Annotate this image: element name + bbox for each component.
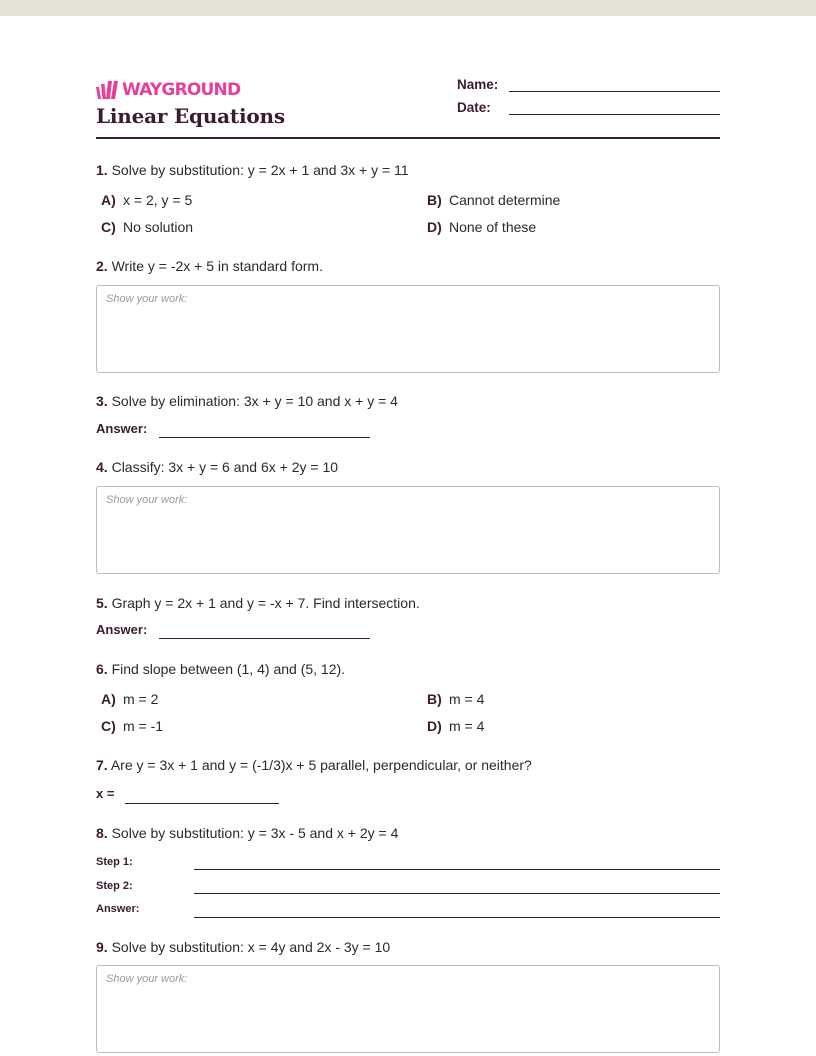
work-box[interactable] — [96, 965, 720, 1053]
option-c[interactable] — [101, 718, 163, 734]
question-number: 2. — [96, 258, 108, 274]
question-text: Solve by substitution: y = 2x + 1 and 3x + y = 11 — [111, 162, 409, 178]
question-text: Find slope between (1, 4) and (5, 12). — [111, 661, 346, 677]
brand-logo — [96, 80, 240, 100]
question-text: Solve by elimination: 3x + y = 10 and x + y = 4 — [111, 393, 398, 409]
option-letter: B) — [427, 691, 442, 707]
step-2-field[interactable] — [194, 893, 720, 894]
question-number: 9. — [96, 939, 108, 955]
option-text: Cannot determine — [449, 192, 561, 208]
question-text: Solve by substitution: y = 3x - 5 and x + 2y = 4 — [111, 825, 399, 841]
worksheet-page — [0, 16, 816, 1056]
question-text: Are y = 3x + 1 and y = (-1/3)x + 5 parallel, perpendicular, or neither? — [110, 757, 532, 773]
option-text: No solution — [123, 219, 194, 235]
answer-label: Answer: — [96, 421, 148, 436]
question-number: 7. — [96, 757, 108, 773]
name-label: Name: — [457, 77, 499, 92]
option-c[interactable] — [101, 219, 193, 235]
answer-label: Answer: — [96, 622, 148, 637]
option-text: m = 4 — [449, 718, 485, 734]
option-b[interactable] — [427, 192, 560, 208]
step-1-field[interactable] — [194, 869, 720, 870]
question-number: 5. — [96, 595, 108, 611]
name-field[interactable] — [509, 91, 720, 92]
brand-name: WAYGROUND — [122, 80, 241, 100]
question-number: 3. — [96, 393, 108, 409]
question-4 — [96, 459, 338, 475]
question-text: Classify: 3x + y = 6 and 6x + 2y = 10 — [111, 459, 339, 475]
work-placeholder: Show your work: — [106, 494, 188, 506]
question-text: Write y = -2x + 5 in standard form. — [111, 258, 323, 274]
question-2 — [96, 258, 323, 274]
option-letter: C) — [101, 219, 116, 235]
answer-field[interactable] — [125, 803, 279, 804]
option-text: m = -1 — [123, 718, 164, 734]
step-answer-label: Answer: — [96, 903, 140, 915]
work-placeholder: Show your work: — [106, 973, 188, 985]
question-1 — [96, 162, 409, 178]
question-number: 1. — [96, 162, 108, 178]
option-letter: A) — [101, 192, 116, 208]
option-d[interactable] — [427, 718, 484, 734]
question-text: Solve by substitution: x = 4y and 2x - 3y = 10 — [111, 939, 391, 955]
page-title: Linear Equations — [96, 104, 285, 128]
question-5 — [96, 595, 420, 611]
question-8 — [96, 825, 398, 841]
answer-label: x = — [96, 786, 115, 801]
question-6 — [96, 661, 345, 677]
option-letter: A) — [101, 691, 116, 707]
question-text: Graph y = 2x + 1 and y = -x + 7. Find intersection. — [111, 595, 420, 611]
option-letter: D) — [427, 219, 442, 235]
option-b[interactable] — [427, 691, 484, 707]
option-letter: C) — [101, 718, 116, 734]
option-text: x = 2, y = 5 — [123, 192, 193, 208]
step-1-label: Step 1: — [96, 856, 133, 868]
date-field[interactable] — [509, 114, 720, 115]
brand-mark-icon — [96, 81, 118, 99]
question-3 — [96, 393, 398, 409]
step-answer-field[interactable] — [194, 917, 720, 918]
option-d[interactable] — [427, 219, 536, 235]
work-placeholder: Show your work: — [106, 293, 188, 305]
answer-field[interactable] — [159, 638, 370, 639]
question-number: 8. — [96, 825, 108, 841]
option-letter: D) — [427, 718, 442, 734]
question-number: 6. — [96, 661, 108, 677]
work-box[interactable] — [96, 285, 720, 373]
option-letter: B) — [427, 192, 442, 208]
option-text: m = 2 — [123, 691, 159, 707]
option-text: None of these — [449, 219, 537, 235]
question-7 — [96, 757, 532, 773]
option-a[interactable] — [101, 691, 158, 707]
work-box[interactable] — [96, 486, 720, 574]
question-number: 4. — [96, 459, 108, 475]
header-divider — [96, 137, 720, 139]
top-bar — [0, 0, 816, 16]
option-text: m = 4 — [449, 691, 485, 707]
question-9 — [96, 939, 390, 955]
date-label: Date: — [457, 100, 491, 115]
step-2-label: Step 2: — [96, 880, 133, 892]
option-a[interactable] — [101, 192, 192, 208]
answer-field[interactable] — [159, 437, 370, 438]
